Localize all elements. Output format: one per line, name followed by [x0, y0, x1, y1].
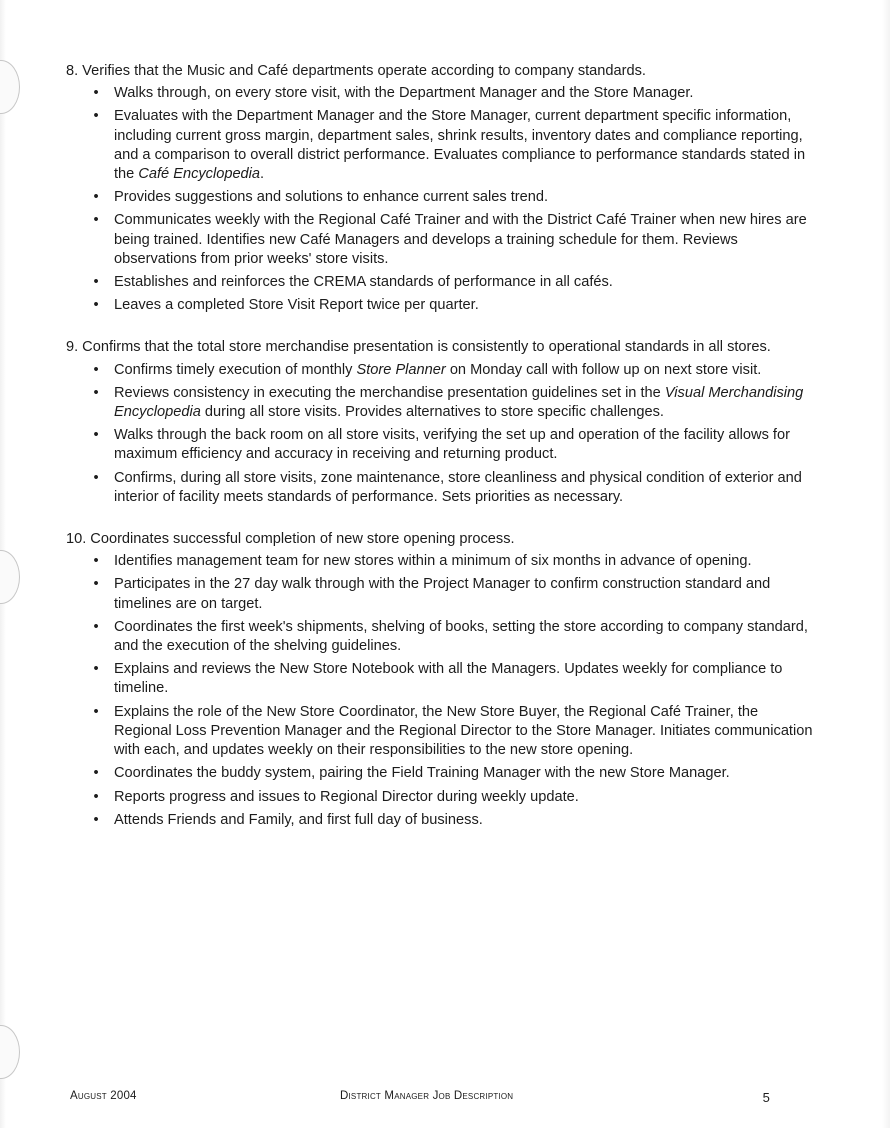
bullet-item — [90, 188, 816, 207]
italic-reference: Visual Merchandising Encyclopedia — [114, 384, 804, 421]
bullet-item — [90, 618, 816, 656]
bullet-dot-icon: • — [93, 811, 99, 828]
section-heading — [66, 338, 816, 357]
document-body — [66, 62, 816, 853]
bullet-item — [90, 469, 816, 507]
text-run: Evaluates with the Department Manager and the Store Manager, current department specific information, including current gross margin, department sales, shrink results, inventory dates and compliance reporting, and a comparison to overall district performance. Evaluates compliance to performance standards stated in the — [114, 108, 806, 183]
bullet-item — [90, 84, 816, 103]
bullet-text — [114, 212, 807, 266]
text-run: Explains and reviews the New Store Notebook with all the Managers. Updates weekly for compliance to timeline. — [114, 661, 783, 697]
text-run: on Monday call with follow up on next store visit. — [445, 361, 762, 378]
bullet-dot-icon: • — [93, 469, 99, 486]
section-title: Coordinates successful completion of new store opening process. — [90, 531, 515, 548]
text-run: Walks through, on every store visit, with the Department Manager and the Store Manager. — [114, 85, 694, 102]
text-run: Identifies management team for new stores within a minimum of six months in advance of opening. — [114, 553, 752, 570]
bullet-item — [90, 273, 816, 292]
bullet-item — [90, 552, 816, 571]
bullet-text — [114, 470, 802, 505]
bullet-text — [114, 297, 479, 313]
bullet-dot-icon: • — [93, 384, 99, 401]
italic-reference: Café Encyclopedia — [138, 166, 261, 183]
bullet-list — [66, 84, 816, 315]
bullet-text — [114, 704, 812, 758]
bullet-text — [114, 765, 730, 781]
bullet-dot-icon: • — [93, 427, 99, 444]
text-run: Attends Friends and Family, and first full day of business. — [114, 811, 483, 828]
bullet-text — [114, 576, 770, 611]
bullet-text — [114, 553, 752, 569]
bullet-item — [90, 703, 816, 761]
section-9 — [66, 338, 816, 507]
bullet-item — [90, 211, 816, 269]
section-heading — [66, 530, 816, 549]
bullet-dot-icon: • — [93, 85, 99, 102]
text-run: Communicates weekly with the Regional Café Trainer and with the District Café Trainer when new hires are being trained. Identifies new Café Managers and develops a training schedule for them. Reviews observations from prior weeks' store visits. — [114, 212, 807, 267]
bullet-text — [114, 362, 761, 378]
section-number: 9. — [66, 339, 79, 356]
page-footer — [70, 1090, 790, 1108]
bullet-dot-icon: • — [93, 297, 99, 314]
bullet-dot-icon: • — [93, 108, 99, 125]
text-run: . — [260, 166, 265, 183]
bullet-dot-icon: • — [93, 576, 99, 593]
footer-date: August 2004 — [70, 1090, 137, 1102]
bullet-dot-icon: • — [93, 553, 99, 570]
bullet-dot-icon: • — [93, 361, 99, 378]
bullet-dot-icon: • — [93, 618, 99, 635]
bullet-dot-icon: • — [93, 212, 99, 229]
bullet-dot-icon: • — [93, 765, 99, 782]
section-10 — [66, 530, 816, 830]
text-run: Leaves a completed Store Visit Report twice per quarter. — [114, 297, 479, 314]
section-8 — [66, 62, 816, 315]
section-number: 8. — [66, 63, 79, 79]
text-run: Confirms timely execution of monthly — [114, 361, 357, 378]
bullet-item — [90, 788, 816, 807]
bullet-text — [114, 661, 782, 696]
section-number: 10. — [66, 531, 87, 548]
bullet-list — [66, 361, 816, 507]
bullet-dot-icon: • — [93, 703, 99, 720]
page-number: 5 — [762, 1090, 770, 1105]
section-heading — [66, 62, 816, 81]
bullet-item — [90, 575, 816, 613]
bullet-dot-icon: • — [93, 661, 99, 678]
bullet-item — [90, 764, 816, 783]
text-run: Coordinates the buddy system, pairing the Field Training Manager with the new Store Manager. — [114, 765, 730, 782]
bullet-item — [90, 426, 816, 464]
text-run: Provides suggestions and solutions to enhance current sales trend. — [114, 189, 549, 206]
text-run: Confirms, during all store visits, zone maintenance, store cleanliness and physical condition of exterior and interior of facility meets standards of performance. Sets priorities as necessary. — [114, 469, 802, 505]
bullet-text — [114, 274, 613, 290]
bullet-text — [114, 789, 579, 805]
bullet-dot-icon: • — [93, 274, 99, 291]
text-run: Participates in the 27 day walk through with the Project Manager to confirm construction standard and timelines are on target. — [114, 576, 771, 612]
bullet-item — [90, 107, 816, 184]
bullet-text — [114, 812, 483, 828]
section-title: Verifies that the Music and Café departments operate according to company standards. — [82, 63, 646, 79]
bullet-item — [90, 384, 816, 422]
text-run: Coordinates the first week's shipments, shelving of books, setting the store according to company standard, and the execution of the shelving guidelines. — [114, 618, 808, 655]
text-run: Reviews consistency in executing the merchandise presentation guidelines set in the — [114, 384, 665, 401]
bullet-text — [114, 85, 693, 101]
bullet-list — [66, 552, 816, 830]
text-run: Reports progress and issues to Regional Director during weekly update. — [114, 788, 579, 805]
bullet-text — [114, 427, 790, 462]
bullet-item — [90, 811, 816, 830]
bullet-text — [114, 108, 805, 182]
text-run: Walks through the back room on all store visits, verifying the set up and operation of the facility allows for maximum efficiency and accuracy in receiving and returning product. — [114, 427, 790, 463]
bullet-dot-icon: • — [93, 788, 99, 805]
bullet-item — [90, 361, 816, 380]
text-run: during all store visits. Provides alternatives to store specific challenges. — [200, 404, 664, 421]
section-title: Confirms that the total store merchandise presentation is consistently to operational standards in all stores. — [82, 339, 771, 356]
text-run: Explains the role of the New Store Coordinator, the New Store Buyer, the Regional Café Trainer, the Regional Loss Prevention Manager and the Regional Director to the Store Manager. Initiates communication with each, and updates weekly on their responsibilities to the new store opening. — [114, 703, 813, 759]
bullet-item — [90, 296, 816, 315]
italic-reference: Store Planner — [356, 361, 446, 378]
bullet-item — [90, 660, 816, 698]
bullet-dot-icon: • — [93, 189, 99, 206]
text-run: Establishes and reinforces the CREMA standards of performance in all cafés. — [114, 274, 613, 291]
bullet-text — [114, 385, 803, 420]
footer-document-title: District Manager Job Description — [340, 1090, 514, 1102]
bullet-text — [114, 189, 548, 205]
bullet-text — [114, 619, 808, 654]
